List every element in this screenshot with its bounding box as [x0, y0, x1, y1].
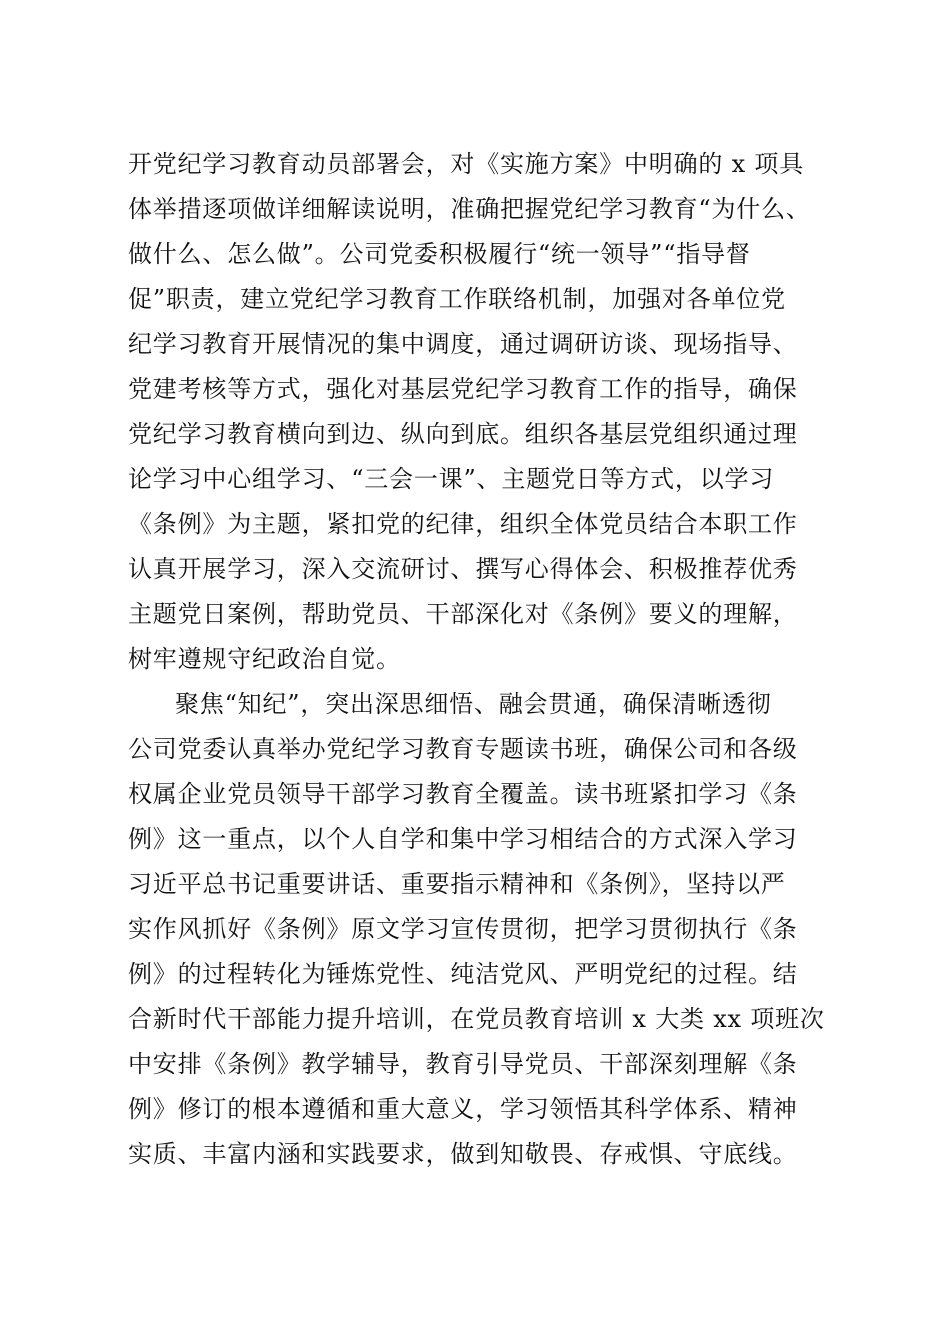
text-line: 党纪学习教育横向到边、纵向到底。组织各基层党组织通过理 — [128, 420, 798, 448]
text-line: 《条例》为主题，紧扣党的纪律，组织全体党员结合本职工作 — [128, 510, 798, 538]
text-line: 例》这一重点，以个人自学和集中学习相结合的方式深入学习 — [128, 825, 798, 853]
text-line: 习近平总书记重要讲话、重要指示精神和《条例》，坚持以严 — [128, 870, 786, 898]
text-line: 体举措逐项做详细解读说明，准确把握党纪学习教育“为什么、 — [128, 195, 811, 223]
text-line: 例》修订的根本遵循和重大意义，学习领悟其科学体系、精神 — [128, 1095, 798, 1123]
text-line: 认真开展学习，深入交流研讨、撰写心得体会、积极推荐优秀 — [128, 555, 798, 583]
text-line: 公司党委认真举办党纪学习教育专题读书班，确保公司和各级 — [128, 735, 798, 763]
text-line: 论学习中心组学习、“三会一课”、主题党日等方式，以学习 — [128, 465, 775, 493]
text-line: 纪学习教育开展情况的集中调度，通过调研访谈、现场指导、 — [128, 330, 798, 358]
text-line: 实质、丰富内涵和实践要求，做到知敬畏、存戒惧、守底线。 — [128, 1140, 798, 1168]
text-line: 中安排《条例》教学辅导，教育引导党员、干部深刻理解《条 — [128, 1050, 798, 1078]
text-line: 例》的过程转化为锤炼党性、纯洁党风、严明党纪的过程。结 — [128, 960, 798, 988]
section-heading-line: 聚焦“知纪”，突出深思细悟、融会贯通，确保清晰透彻 — [175, 690, 772, 718]
text-line: 做什么、怎么做”。公司党委积极履行“统一领导”“指导督 — [128, 240, 751, 268]
text-line: 促”职责，建立党纪学习教育工作联络机制，加强对各单位党 — [128, 285, 786, 313]
text-line: 树牢遵规守纪政治自觉。 — [128, 645, 401, 673]
text-line: 合新时代干部能力提升培训，在党员教育培训 x 大类 xx 项班次 — [128, 1005, 825, 1033]
text-line: 党建考核等方式，强化对基层党纪学习教育工作的指导，确保 — [128, 375, 798, 403]
text-line: 权属企业党员领导干部学习教育全覆盖。读书班紧扣学习《条 — [128, 780, 798, 808]
text-line: 主题党日案例，帮助党员、干部深化对《条例》要义的理解， — [128, 600, 798, 628]
text-line: 实作风抓好《条例》原文学习宣传贯彻，把学习贯彻执行《条 — [128, 915, 798, 943]
text-line: 开党纪学习教育动员部署会，对《实施方案》中明确的 x 项具 — [128, 150, 804, 178]
